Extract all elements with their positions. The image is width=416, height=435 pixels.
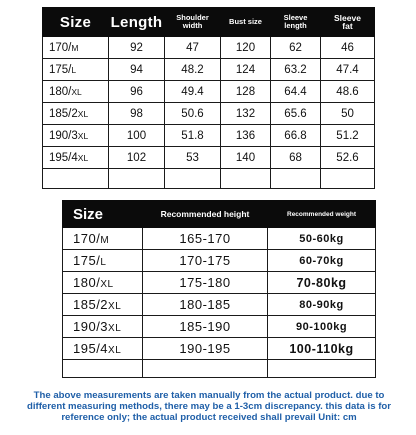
size-cell: 180/XL [63, 272, 143, 294]
table-row [63, 228, 376, 250]
size-cell: 185/2XL [43, 103, 109, 125]
bust-cell: 124 [221, 59, 271, 81]
empty-table-row [63, 360, 376, 378]
size-cell: 170/M [63, 228, 143, 250]
size-cell: 170/M [43, 37, 109, 59]
sleeve-length-cell: 66.8 [271, 125, 321, 147]
length-cell: 96 [109, 81, 165, 103]
shoulder-cell: 47 [165, 37, 221, 59]
bust-cell: 128 [221, 81, 271, 103]
header-sleeve-length: Sleeve length [271, 8, 321, 37]
shoulder-cell: 51.8 [165, 125, 221, 147]
table-row [63, 250, 376, 272]
shoulder-cell: 53 [165, 147, 221, 169]
weight-cell: 50-60kg [268, 228, 376, 250]
length-cell: 94 [109, 59, 165, 81]
bust-cell: 136 [221, 125, 271, 147]
table-row [63, 338, 376, 360]
weight-cell: 70-80kg [268, 272, 376, 294]
sleeve-fat-cell: 52.6 [321, 147, 375, 169]
sleeve-length-cell: 63.2 [271, 59, 321, 81]
recommendation-table [62, 200, 376, 378]
shoulder-cell: 48.2 [165, 59, 221, 81]
size-table-header-row [43, 8, 375, 37]
header-recommended-height: Recommended height [143, 201, 268, 228]
table-row [63, 316, 376, 338]
header-recommended-weight: Recommended weight [268, 201, 376, 228]
table-row [63, 272, 376, 294]
sleeve-length-cell: 68 [271, 147, 321, 169]
sleeve-length-cell: 64.4 [271, 81, 321, 103]
table-row [63, 294, 376, 316]
bust-cell: 140 [221, 147, 271, 169]
sleeve-length-cell: 62 [271, 37, 321, 59]
recommendation-header-row [63, 201, 376, 228]
table-row [43, 103, 375, 125]
size-cell: 175/L [43, 59, 109, 81]
header-sleeve-fat: Sleeve fat [321, 8, 375, 37]
table-row [43, 37, 375, 59]
empty-table-row [43, 169, 375, 189]
size-cell: 190/3XL [63, 316, 143, 338]
size-cell: 195/4XL [43, 147, 109, 169]
sleeve-fat-cell: 51.2 [321, 125, 375, 147]
measurement-disclaimer: The above measurements are taken manually from the actual product. due to different measuring methods, there may be a 1-3cm discrepancy. this data is for reference only; the actual product received shall prevail Unit: cm [27, 390, 391, 423]
table-row [43, 147, 375, 169]
size-cell: 180/XL [43, 81, 109, 103]
header-shoulder-width: Shoulder width [165, 8, 221, 37]
height-cell: 175-180 [143, 272, 268, 294]
bust-cell: 132 [221, 103, 271, 125]
height-cell: 170-175 [143, 250, 268, 272]
length-cell: 100 [109, 125, 165, 147]
sleeve-fat-cell: 47.4 [321, 59, 375, 81]
bust-cell: 120 [221, 37, 271, 59]
size-cell: 175/L [63, 250, 143, 272]
header-size: Size [63, 201, 143, 228]
sleeve-fat-cell: 50 [321, 103, 375, 125]
height-cell: 180-185 [143, 294, 268, 316]
size-cell: 190/3XL [43, 125, 109, 147]
garment-size-table [42, 7, 375, 189]
weight-cell: 80-90kg [268, 294, 376, 316]
size-cell: 195/4XL [63, 338, 143, 360]
weight-cell: 60-70kg [268, 250, 376, 272]
shoulder-cell: 50.6 [165, 103, 221, 125]
table-row [43, 81, 375, 103]
shoulder-cell: 49.4 [165, 81, 221, 103]
length-cell: 92 [109, 37, 165, 59]
size-cell: 185/2XL [63, 294, 143, 316]
weight-cell: 90-100kg [268, 316, 376, 338]
sleeve-length-cell: 65.6 [271, 103, 321, 125]
height-cell: 165-170 [143, 228, 268, 250]
sleeve-fat-cell: 48.6 [321, 81, 375, 103]
height-cell: 185-190 [143, 316, 268, 338]
length-cell: 102 [109, 147, 165, 169]
header-size: Size [43, 8, 109, 37]
weight-cell: 100-110kg [268, 338, 376, 360]
height-cell: 190-195 [143, 338, 268, 360]
sleeve-fat-cell: 46 [321, 37, 375, 59]
header-length: Length [109, 8, 165, 37]
length-cell: 98 [109, 103, 165, 125]
table-row [43, 59, 375, 81]
table-row [43, 125, 375, 147]
header-bust-size: Bust size [221, 8, 271, 37]
